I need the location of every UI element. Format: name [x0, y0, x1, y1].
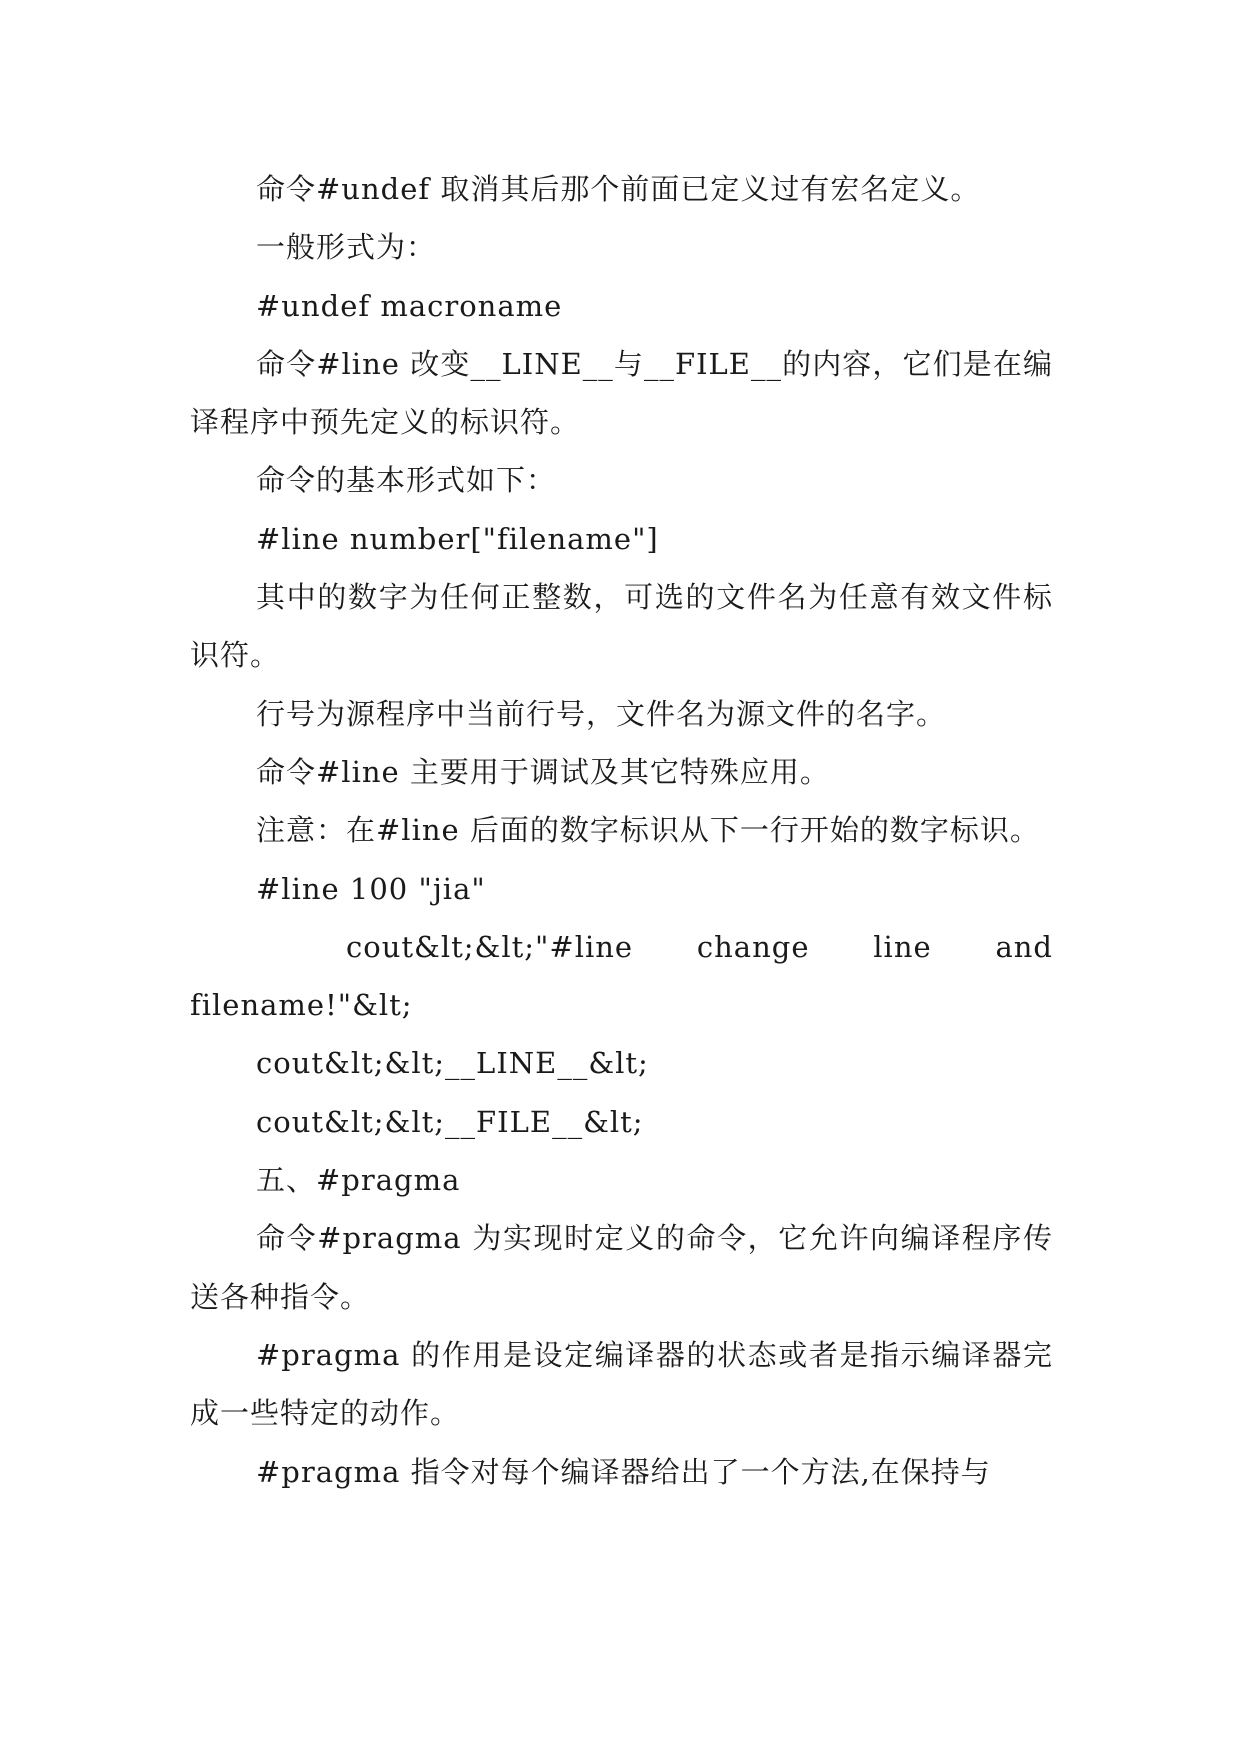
code-line-100: #line 100 "jia": [256, 871, 486, 906]
paragraph-line-usage: 命令#line 主要用于调试及其它特殊应用。: [256, 754, 830, 789]
document-body: [190, 160, 1110, 1501]
paragraph-line-desc: 命令#line 改变__LINE__与__FILE__的内容，它们是在编译程序中预先定义的标识符。: [190, 346, 1053, 440]
paragraph-undef-desc: 命令#undef 取消其后那个前面已定义过有宏名定义。: [256, 172, 981, 206]
paragraph-general-form: 一般形式为：: [256, 230, 437, 265]
paragraph-pragma-purpose: #pragma 的作用是设定编译器的状态或者是指示编译器完成一些特定的动作。: [190, 1337, 1053, 1431]
code-cout-line: cout&lt;&lt;__LINE__&lt;: [256, 1046, 649, 1081]
code-undef: #undef macroname: [256, 288, 563, 323]
paragraph-line-number: 行号为源程序中当前行号，文件名为源文件的名字。: [256, 696, 947, 731]
paragraph-number-desc: 其中的数字为任何正整数，可选的文件名为任意有效文件标识符。: [190, 580, 1053, 673]
code-line-form: #line number["filename"]: [256, 521, 659, 556]
code-cout-change: cout&lt;&lt;"#line change line and filename!"&lt;: [190, 929, 1110, 1023]
section-heading-pragma: 五、#pragma: [256, 1163, 461, 1198]
paragraph-note: 注意：在#line 后面的数字标识从下一行开始的数字标识。: [256, 813, 1040, 848]
paragraph-pragma-method: #pragma 指令对每个编译器给出了一个方法,在保持与: [256, 1454, 991, 1489]
paragraph-pragma-desc: 命令#pragma 为实现时定义的命令，它允许向编译程序传送各种指令。: [190, 1221, 1053, 1314]
paragraph-basic-form: 命令的基本形式如下：: [256, 463, 557, 498]
code-cout-file: cout&lt;&lt;__FILE__&lt;: [256, 1104, 644, 1139]
